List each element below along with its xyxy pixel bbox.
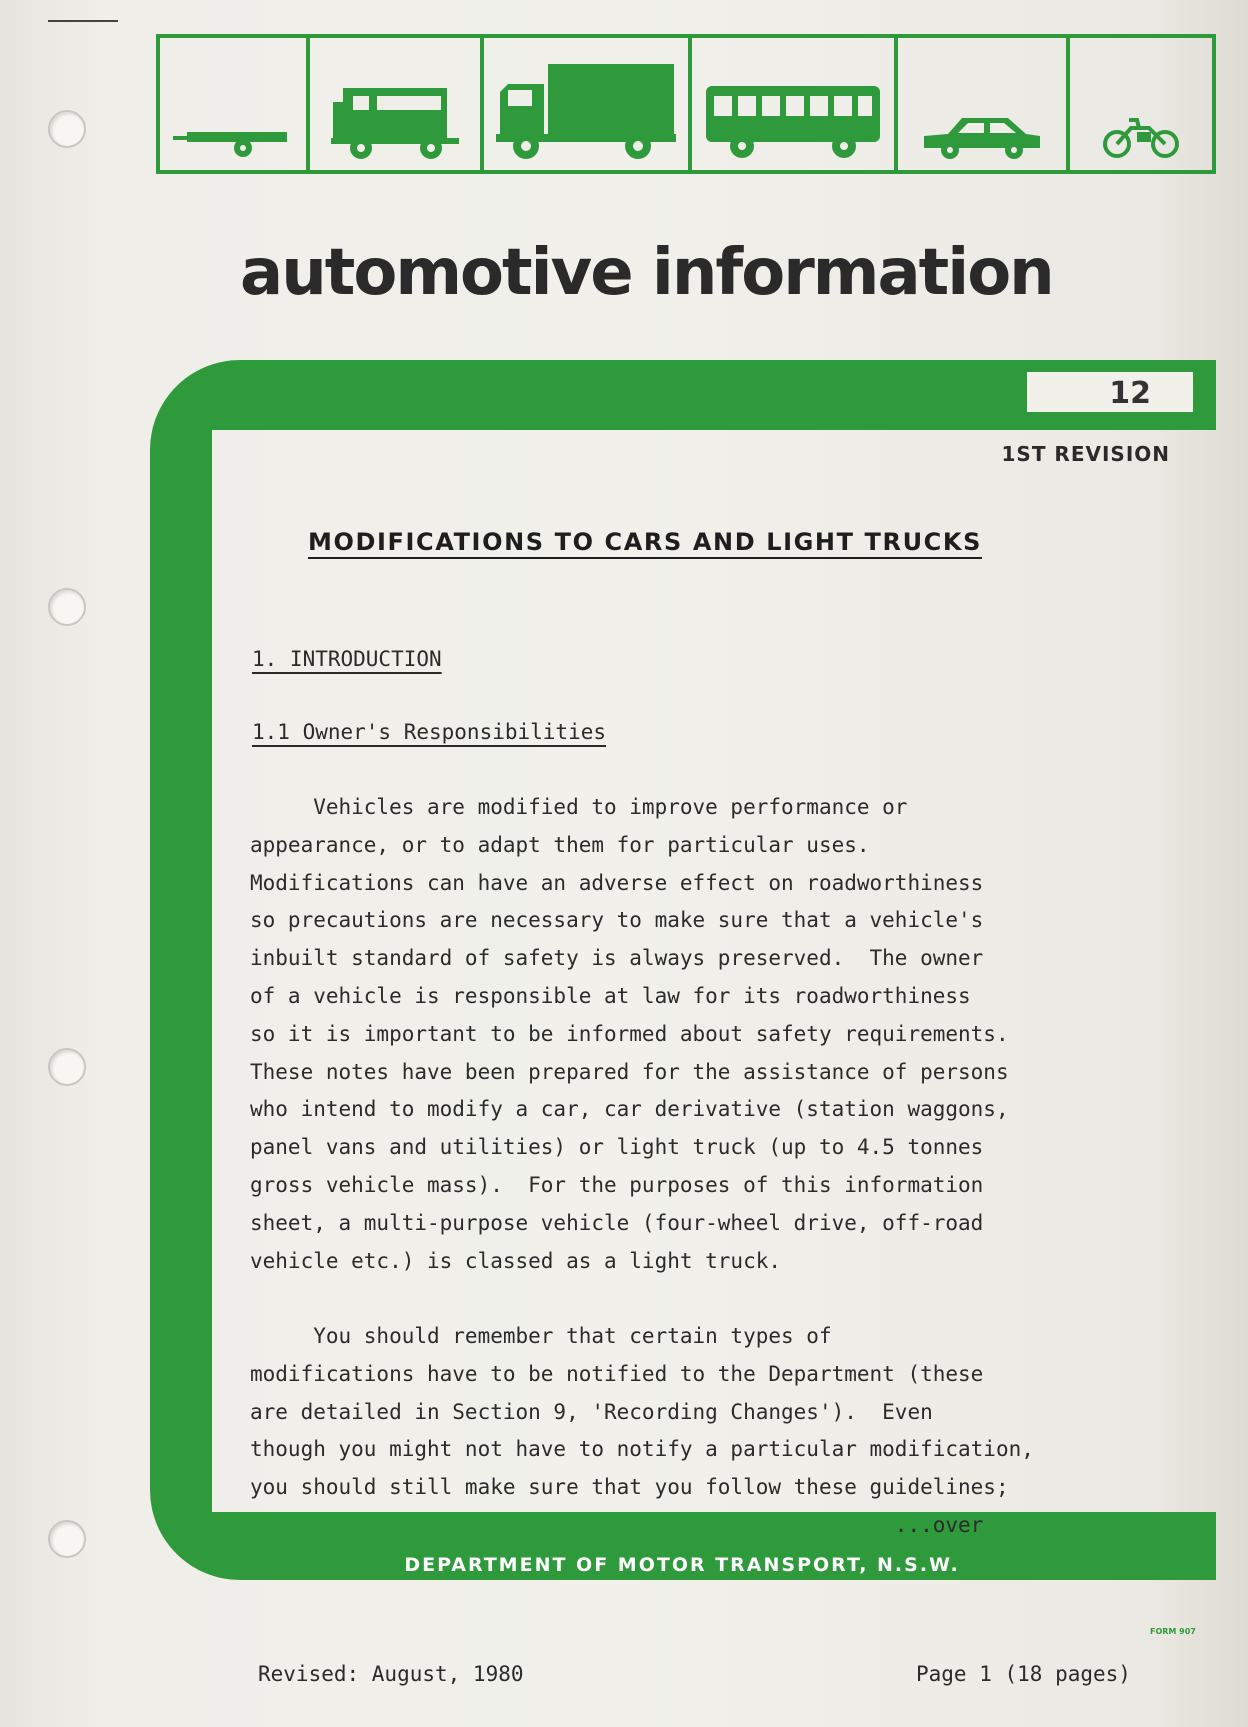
form-number: FORM 907 (1150, 1627, 1196, 1636)
revision-label: 1ST REVISION (1001, 442, 1170, 466)
van-icon (310, 38, 484, 170)
page-count: Page 1 (18 pages) (916, 1662, 1131, 1686)
vehicle-icon-strip (156, 34, 1216, 174)
trailer-icon (160, 38, 310, 170)
punch-hole (48, 588, 86, 626)
punch-hole (48, 1520, 86, 1558)
section-heading: 1. INTRODUCTION (252, 647, 442, 671)
top-rule (48, 20, 118, 22)
truck-icon (484, 38, 692, 170)
revised-date: Revised: August, 1980 (258, 1662, 524, 1686)
car-icon (898, 38, 1070, 170)
sheet-number: 12 (1024, 369, 1196, 415)
punch-hole (48, 110, 86, 148)
department-label: DEPARTMENT OF MOTOR TRANSPORT, N.S.W. (404, 1554, 960, 1576)
punch-hole (48, 1048, 86, 1086)
motorcycle-icon (1070, 38, 1212, 170)
subsection-heading: 1.1 Owner's Responsibilities (252, 720, 607, 744)
masthead-title: automotive information (240, 236, 1053, 310)
body-paragraph: Vehicles are modified to improve performance or appearance, or to adapt them for particular uses. Modifications can have an adverse effect on roadworthiness so precautions are necessary to make sure that a vehicle's inbuilt standard of safety is always preserved. The owner of a vehicle is responsible at law for its roadworthiness so it is important to be informed about safety requirements. These notes have been prepared for the assistance of persons who intend to modify a car, car derivative (station waggons, panel vans and utilities) or light truck (up to 4.5 tonnes gross vehicle mass). For the purposes of this information sheet, a multi-purpose vehicle (four-wheel drive, off-road vehicle etc.) is classed as a light truck. (250, 795, 1009, 1273)
body-paragraph: You should remember that certain types of modifications have to be notified to the Department (these are detailed in Section 9, 'Recording Changes'). Even though you might not have to notify a particular modification, you should still make sure that you follow these guidelines; ...over (250, 1324, 1034, 1537)
document-title: MODIFICATIONS TO CARS AND LIGHT TRUCKS (308, 528, 982, 556)
bus-icon (692, 38, 898, 170)
